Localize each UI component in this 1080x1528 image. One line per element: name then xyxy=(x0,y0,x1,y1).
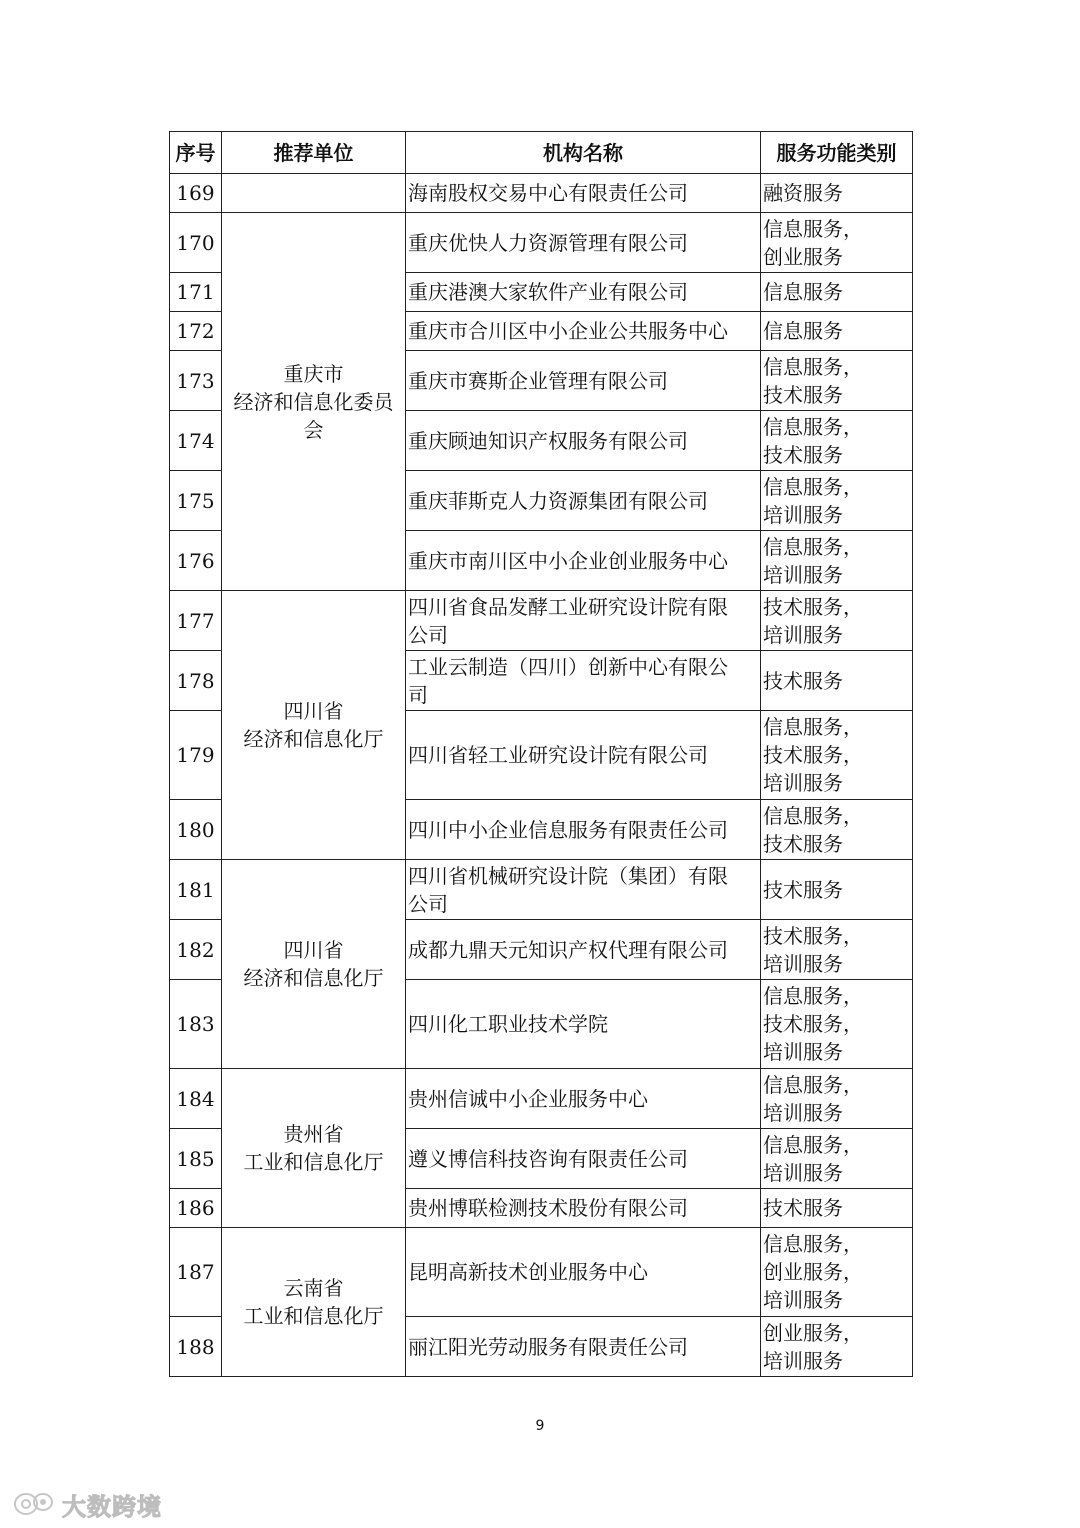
institution-name: 成都九鼎天元知识产权代理有限公司 xyxy=(406,920,761,980)
service-category: 信息服务， 技术服务 xyxy=(761,351,913,411)
institution-name: 四川中小企业信息服务有限责任公司 xyxy=(406,800,761,860)
institution-name: 重庆菲斯克人力资源集团有限公司 xyxy=(406,471,761,531)
service-category: 信息服务， 培训服务 xyxy=(761,471,913,531)
service-category: 信息服务， 技术服务 xyxy=(761,800,913,860)
row-number: 174 xyxy=(170,411,222,471)
brand-logo-icon xyxy=(12,1490,56,1518)
recommending-unit xyxy=(222,860,406,1069)
row-number: 186 xyxy=(170,1189,222,1228)
institution-name: 四川省轻工业研究设计院有限公司 xyxy=(406,711,761,800)
row-number: 175 xyxy=(170,471,222,531)
page-number: 9 xyxy=(535,1418,545,1434)
service-category: 信息服务， 培训服务 xyxy=(761,1069,913,1129)
row-number: 176 xyxy=(170,531,222,591)
institution-name: 重庆顾迪知识产权服务有限公司 xyxy=(406,411,761,471)
institution-name: 重庆港澳大家软件产业有限公司 xyxy=(406,273,761,312)
recommending-unit xyxy=(222,1228,406,1377)
service-category: 融资服务 xyxy=(761,174,913,213)
row-number: 185 xyxy=(170,1129,222,1189)
unit-text: 重庆市 经济和信息化委员 会 xyxy=(233,361,394,442)
service-category: 技术服务， 培训服务 xyxy=(761,920,913,980)
institution-name: 贵州博联检测技术股份有限公司 xyxy=(406,1189,761,1228)
row-number: 178 xyxy=(170,651,222,711)
service-category: 信息服务， 创业服务， 培训服务 xyxy=(761,1228,913,1317)
unit-text: 贵州省 工业和信息化厅 xyxy=(243,1122,384,1174)
service-category: 创业服务， 培训服务 xyxy=(761,1317,913,1377)
service-category: 信息服务， 技术服务， 培训服务 xyxy=(761,980,913,1069)
service-category: 信息服务， 技术服务， 培训服务 xyxy=(761,711,913,800)
service-category: 信息服务 xyxy=(761,273,913,312)
institution-name: 海南股权交易中心有限责任公司 xyxy=(406,174,761,213)
service-category: 信息服务， 培训服务 xyxy=(761,531,913,591)
service-category: 技术服务， 培训服务 xyxy=(761,591,913,651)
institution-name: 重庆优快人力资源管理有限公司 xyxy=(406,213,761,273)
institution-name: 丽江阳光劳动服务有限责任公司 xyxy=(406,1317,761,1377)
header-recommending-unit: 推荐单位 xyxy=(222,132,406,174)
institution-name: 遵义博信科技咨询有限责任公司 xyxy=(406,1129,761,1189)
table-row xyxy=(170,174,913,213)
service-category: 信息服务， 培训服务 xyxy=(761,1129,913,1189)
table-row xyxy=(170,213,913,273)
header-institution-name: 机构名称 xyxy=(406,132,761,174)
row-number: 173 xyxy=(170,351,222,411)
institution-name: 昆明高新技术创业服务中心 xyxy=(406,1228,761,1317)
row-number: 169 xyxy=(170,174,222,213)
service-category: 技术服务 xyxy=(761,1189,913,1228)
row-number: 187 xyxy=(170,1228,222,1317)
service-category: 技术服务 xyxy=(761,651,913,711)
recommending-unit xyxy=(222,213,406,591)
table-row xyxy=(170,1069,913,1129)
row-number: 184 xyxy=(170,1069,222,1129)
institution-table xyxy=(169,131,913,1377)
service-category: 信息服务， 创业服务 xyxy=(761,213,913,273)
watermark xyxy=(12,1488,162,1520)
header-service-category: 服务功能类别 xyxy=(761,132,913,174)
row-number: 177 xyxy=(170,591,222,651)
recommending-unit xyxy=(222,591,406,860)
institution-name: 重庆市合川区中小企业公共服务中心 xyxy=(406,312,761,351)
row-number: 172 xyxy=(170,312,222,351)
recommending-unit xyxy=(222,174,406,213)
institution-name: 工业云制造（四川）创新中心有限公 司 xyxy=(406,651,761,711)
institution-name: 贵州信诚中小企业服务中心 xyxy=(406,1069,761,1129)
unit-text: 云南省 工业和信息化厅 xyxy=(243,1276,384,1328)
unit-text: 四川省 经济和信息化厅 xyxy=(243,699,384,751)
service-category: 技术服务 xyxy=(761,860,913,920)
header-number: 序号 xyxy=(170,132,222,174)
table-row xyxy=(170,860,913,920)
row-number: 170 xyxy=(170,213,222,273)
institution-name: 四川省机械研究设计院（集团）有限 公司 xyxy=(406,860,761,920)
recommending-unit xyxy=(222,1069,406,1228)
row-number: 179 xyxy=(170,711,222,800)
row-number: 171 xyxy=(170,273,222,312)
institution-name: 重庆市赛斯企业管理有限公司 xyxy=(406,351,761,411)
service-category: 信息服务， 技术服务 xyxy=(761,411,913,471)
row-number: 182 xyxy=(170,920,222,980)
institution-name: 四川省食品发酵工业研究设计院有限 公司 xyxy=(406,591,761,651)
row-number: 183 xyxy=(170,980,222,1069)
row-number: 181 xyxy=(170,860,222,920)
table-row xyxy=(170,591,913,651)
institution-name: 四川化工职业技术学院 xyxy=(406,980,761,1069)
service-category: 信息服务 xyxy=(761,312,913,351)
watermark-text: 大数跨境 xyxy=(62,1492,162,1521)
table-row xyxy=(170,1228,913,1317)
table-header-row xyxy=(170,132,913,174)
row-number: 188 xyxy=(170,1317,222,1377)
row-number: 180 xyxy=(170,800,222,860)
institution-name: 重庆市南川区中小企业创业服务中心 xyxy=(406,531,761,591)
unit-text: 四川省 经济和信息化厅 xyxy=(243,938,384,990)
